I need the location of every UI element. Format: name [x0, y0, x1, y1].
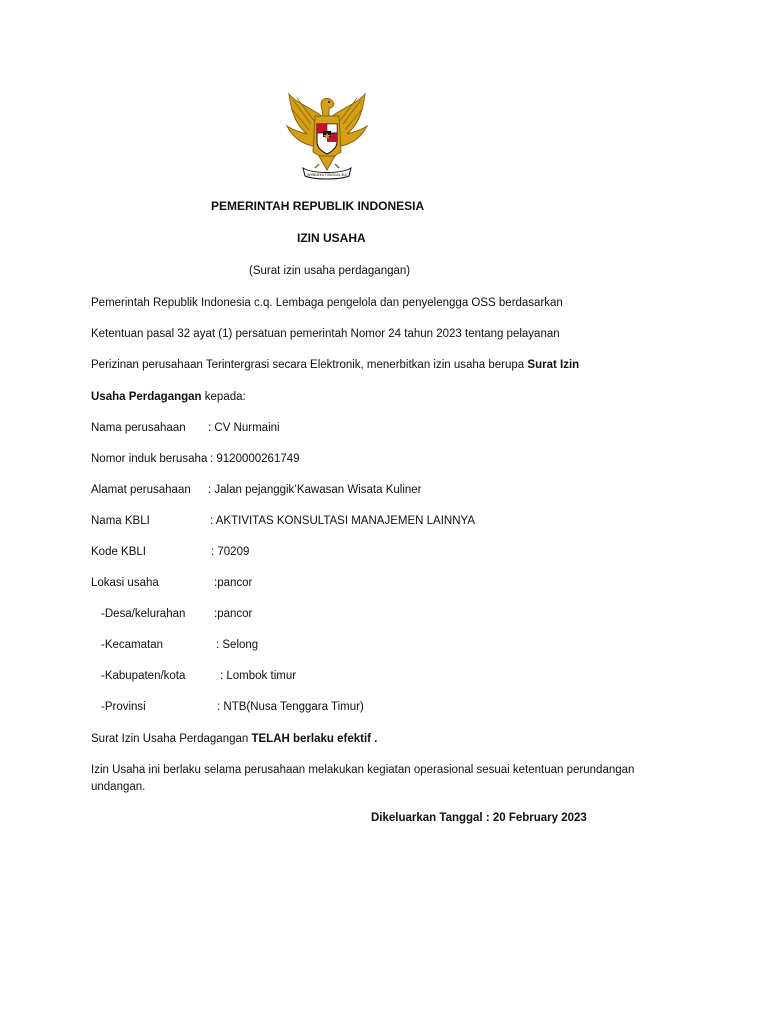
government-title: PEMERINTAH REPUBLIK INDONESIA [211, 199, 425, 213]
field-label-nomor-induk: Nomor induk berusaha [91, 453, 208, 465]
field-label-nama-kbli: Nama KBLI [91, 515, 150, 527]
field-value-nama-perusahaan: : CV Nurmaini [208, 422, 280, 434]
effective-statement [91, 732, 377, 746]
document-subtitle: (Surat izin usaha perdagangan) [249, 265, 411, 277]
field-label-alamat: Alamat perusahaan [91, 484, 191, 496]
field-value-desa: :pancor [214, 608, 253, 620]
effective-text: Surat Izin Usaha Perdagangan [91, 733, 252, 745]
field-value-nama-kbli: : AKTIVITAS KONSULTASI MANAJEMEN LAINNYA [210, 515, 475, 527]
field-label-lokasi-usaha: Lokasi usaha [91, 577, 159, 589]
field-value-provinsi: : NTB(Nusa Tenggara Timur) [217, 701, 364, 713]
validity-line-2: undangan. [91, 781, 146, 793]
body-line-4-bold: Usaha Perdagangan [91, 391, 202, 403]
body-line-4-text: kepada: [201, 391, 246, 403]
field-value-lokasi-usaha: :pancor [214, 577, 253, 589]
emblem-motto: BHINNEKA TUNGGAL IKA [307, 173, 347, 177]
field-value-kecamatan: : Selong [216, 639, 259, 651]
field-value-kabupaten: : Lombok timur [220, 670, 297, 682]
body-line-3 [91, 358, 579, 372]
field-value-kode-kbli: : 70209 [211, 546, 250, 558]
garuda-emblem-icon [283, 90, 371, 182]
issued-date: Dikeluarkan Tanggal : 20 February 2023 [371, 812, 587, 824]
body-line-2: Ketentuan pasal 32 ayat (1) persatuan pemerintah Nomor 24 tahun 2023 tentang pelayanan [91, 328, 560, 340]
field-label-nama-perusahaan: Nama perusahaan [91, 422, 186, 434]
field-label-desa: -Desa/kelurahan [101, 608, 186, 620]
field-label-provinsi: -Provinsi [101, 701, 146, 713]
field-value-alamat: : Jalan pejanggik’Kawasan Wisata Kuliner [208, 484, 422, 496]
body-line-3-bold: Surat Izin [527, 359, 580, 371]
field-label-kode-kbli: Kode KBLI [91, 546, 146, 558]
body-line-3-text: Perizinan perusahaan Terintergrasi secara Elektronik, menerbitkan izin usaha berupa [91, 359, 528, 371]
field-label-kecamatan: -Kecamatan [101, 639, 164, 651]
validity-line-1: Izin Usaha ini berlaku selama perusahaan melakukan kegiatan operasional sesuai ketentuan perundangan [91, 764, 635, 776]
body-line-1: Pemerintah Republik Indonesia c.q. Lembaga pengelola dan penyelengga OSS berdasarkan [91, 297, 563, 309]
effective-bold: TELAH berlaku efektif . [251, 733, 378, 745]
document-title: IZIN USAHA [297, 231, 366, 245]
body-line-4 [91, 390, 246, 404]
field-value-nomor-induk: : 9120000261749 [210, 453, 300, 465]
field-label-kabupaten: -Kabupaten/kota [101, 670, 186, 682]
